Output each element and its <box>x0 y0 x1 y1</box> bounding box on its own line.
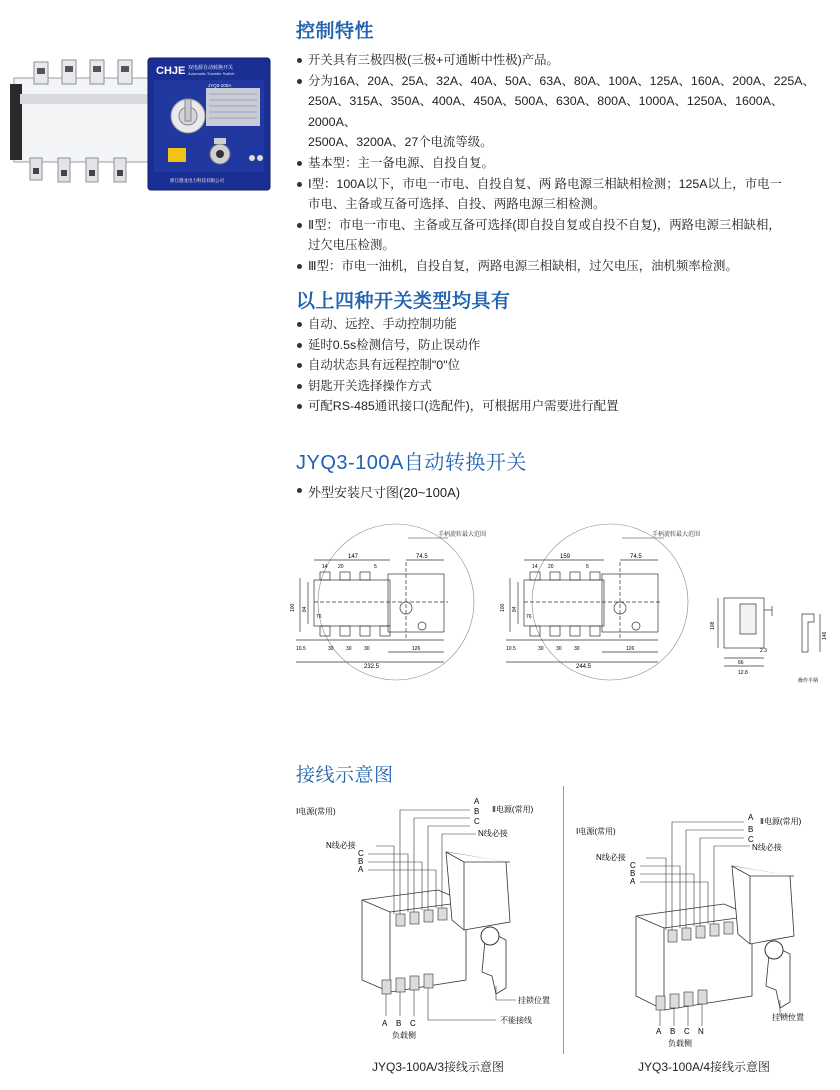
control-feature-line: 分为16A、20A、25A、32A、40A、50A、63A、80A、100A、125A、160A、200A、225A、 <box>308 73 815 88</box>
n-wire-top-label: N线必接 <box>478 829 508 838</box>
dim-20: 20 <box>548 564 554 570</box>
n-wire-top-label: N线必接 <box>752 843 782 852</box>
dim-b3: 30 <box>574 646 580 652</box>
dim-b0: 10.5 <box>296 646 306 652</box>
panel-maker: 浙江德龙电力科技有限公司 <box>170 178 224 183</box>
common-feature-item: 自动状态具有远程控制"0"位 <box>296 355 831 376</box>
handle-range-note: 手柄旋转最大范围 <box>438 532 487 538</box>
control-feature-line: 250A、315A、350A、400A、450A、500A、630A、800A、1000A、1250A、1600A、2000A、 <box>308 94 784 129</box>
wiring-diagram-3p <box>296 790 558 1063</box>
control-features-list <box>296 50 831 277</box>
dim-14: 14 <box>322 564 328 570</box>
phase-a-left: A <box>358 865 364 874</box>
control-feature-line: 基本型：主一备电源、自投自复。 <box>308 155 494 170</box>
control-feature-item <box>296 71 831 153</box>
panel-title-en: Automatic Transfer Switch <box>188 71 235 76</box>
common-feature-item: 延时0.5s检测信号，防止误动作 <box>296 335 831 356</box>
dim-b4: 126 <box>626 646 635 652</box>
handle-range-note: 手柄旋转最大范围 <box>652 532 701 538</box>
phase-c-left: C <box>358 849 364 858</box>
dim-b3: 30 <box>364 646 370 652</box>
wiring-caption-3p: JYQ3-100A/3接线示意图 <box>372 1060 505 1074</box>
control-feature-item <box>296 215 831 256</box>
load-side-label: 负载侧 <box>668 1039 692 1048</box>
phase-a-top: A <box>474 797 480 806</box>
dimension-drawing-3p <box>288 522 487 692</box>
phase-c-top: C <box>474 817 480 826</box>
phase-a-left: A <box>630 877 636 886</box>
dim-b2: 30 <box>346 646 352 652</box>
phase-c-left: C <box>630 861 636 870</box>
n-wire-left-label: N线必接 <box>326 841 356 850</box>
wiring-diagram-4p <box>576 812 826 1057</box>
phase-b-left: B <box>358 857 364 866</box>
n-wire-left-label: N线必接 <box>596 853 626 862</box>
side-dim-w: 146 <box>822 631 828 640</box>
dim-top: 159 <box>560 554 571 560</box>
dim-5: 5 <box>586 564 589 570</box>
dim-h2: 84 <box>302 606 308 612</box>
source2-label: Ⅱ电源(常用) <box>760 817 802 826</box>
product-photo <box>10 58 272 194</box>
wiring-caption-4p: JYQ3-100A/4接线示意图 <box>638 1060 771 1074</box>
dim-h3: 76 <box>526 614 532 620</box>
control-feature-line: 过欠电压检测。 <box>308 238 395 253</box>
dim-h1: 100 <box>290 603 296 612</box>
dim-b4: 126 <box>412 646 421 652</box>
phase-a-bottom: A <box>382 1019 388 1028</box>
phase-c-top: C <box>748 835 754 844</box>
lock-position-label: 挂锁位置 <box>518 996 550 1005</box>
dim-h3: 76 <box>316 614 322 620</box>
control-feature-item <box>296 50 831 71</box>
phase-b-left: B <box>630 869 636 878</box>
dim-b1: 30 <box>538 646 544 652</box>
phase-b-top: B <box>474 807 480 816</box>
side-view-drawing <box>710 580 835 695</box>
control-features-heading: 控制特性 <box>296 21 375 42</box>
lock-position-label: 挂锁位置 <box>772 1013 804 1022</box>
phase-b-bottom: B <box>670 1027 676 1036</box>
control-feature-item <box>296 153 831 174</box>
dim-h2: 84 <box>512 606 518 612</box>
source2-label: Ⅱ电源(常用) <box>492 805 534 814</box>
source1-label: Ⅰ电源(常用) <box>296 807 336 816</box>
dim-h1: 100 <box>500 603 506 612</box>
common-feature-item: 钥匙开关选择操作方式 <box>296 376 831 397</box>
phase-a-top: A <box>748 813 754 822</box>
common-features-heading: 以上四种开关类型均具有 <box>296 291 511 312</box>
dimension-drawing-4p <box>500 522 701 692</box>
source1-label: Ⅰ电源(常用) <box>576 827 616 836</box>
control-feature-item <box>296 256 831 277</box>
side-dim-h: 108 <box>710 621 716 630</box>
dim-right-top: 74.5 <box>630 554 642 560</box>
wiring-heading: 接线示意图 <box>296 765 394 786</box>
control-feature-line: Ⅱ型：市电一市电、主备或互备可选择(即自投自复或自投不自复)，两路电源三相缺相， <box>308 217 781 232</box>
phase-c-bottom: C <box>684 1027 690 1036</box>
phase-n-bottom: N <box>698 1027 704 1036</box>
phase-a-bottom: A <box>656 1027 662 1036</box>
control-feature-line: 市电、主备或互备可选择、自投、两路电源三相检测。 <box>308 197 606 212</box>
phase-b-top: B <box>748 825 754 834</box>
phase-b-bottom: B <box>396 1019 402 1028</box>
control-feature-line: Ⅲ型：市电一油机，自投自复，两路电源三相缺相，过欠电压，油机频率检测。 <box>308 258 738 273</box>
dim-20: 20 <box>338 564 344 570</box>
dim-total: 232.5 <box>364 664 380 670</box>
control-feature-line: Ⅰ型：100A以下，市电一市电、自投自复、两 路电源三相缺相检测；125A以上，市电一 <box>308 176 782 191</box>
side-dim-1: 66 <box>738 660 744 666</box>
dim-top: 147 <box>348 554 359 560</box>
model-heading: JYQ3-100A自动转换开关 <box>296 452 527 474</box>
dim-b0: 10.5 <box>506 646 516 652</box>
dim-5: 5 <box>374 564 377 570</box>
dim-b1: 30 <box>328 646 334 652</box>
panel-title-cn: 双电源自动转换开关 <box>188 65 234 71</box>
wiring-divider <box>563 786 564 1054</box>
common-features-list <box>296 314 831 417</box>
dim-b2: 30 <box>556 646 562 652</box>
common-feature-item: 自动、远控、手动控制功能 <box>296 314 831 335</box>
handle-label: 操作手柄 <box>798 678 819 684</box>
control-feature-item <box>296 174 831 215</box>
control-feature-line: 2500A、3200A、27个电流等级。 <box>308 135 493 150</box>
side-dim-2: 2.3 <box>760 648 767 654</box>
dim-14: 14 <box>532 564 538 570</box>
panel-model: JYQ3-100A <box>208 83 232 88</box>
brand-logo: CHJE <box>156 65 186 77</box>
control-feature-line: 开关具有三极四极(三极+可通断中性极)产品。 <box>308 53 559 67</box>
dim-total: 244.5 <box>576 664 592 670</box>
phase-c-bottom: C <box>410 1019 416 1028</box>
load-side-label: 负载侧 <box>392 1031 416 1040</box>
common-feature-item: 可配RS-485通讯接口(选配件)，可根据用户需要进行配置 <box>296 396 831 417</box>
dim-right-top: 74.5 <box>416 554 428 560</box>
dimension-drawing-label: 外型安装尺寸图(20~100A) <box>296 482 460 501</box>
side-dim-3: 12.8 <box>738 670 748 676</box>
no-wiring-label: 不能接线 <box>500 1016 532 1025</box>
